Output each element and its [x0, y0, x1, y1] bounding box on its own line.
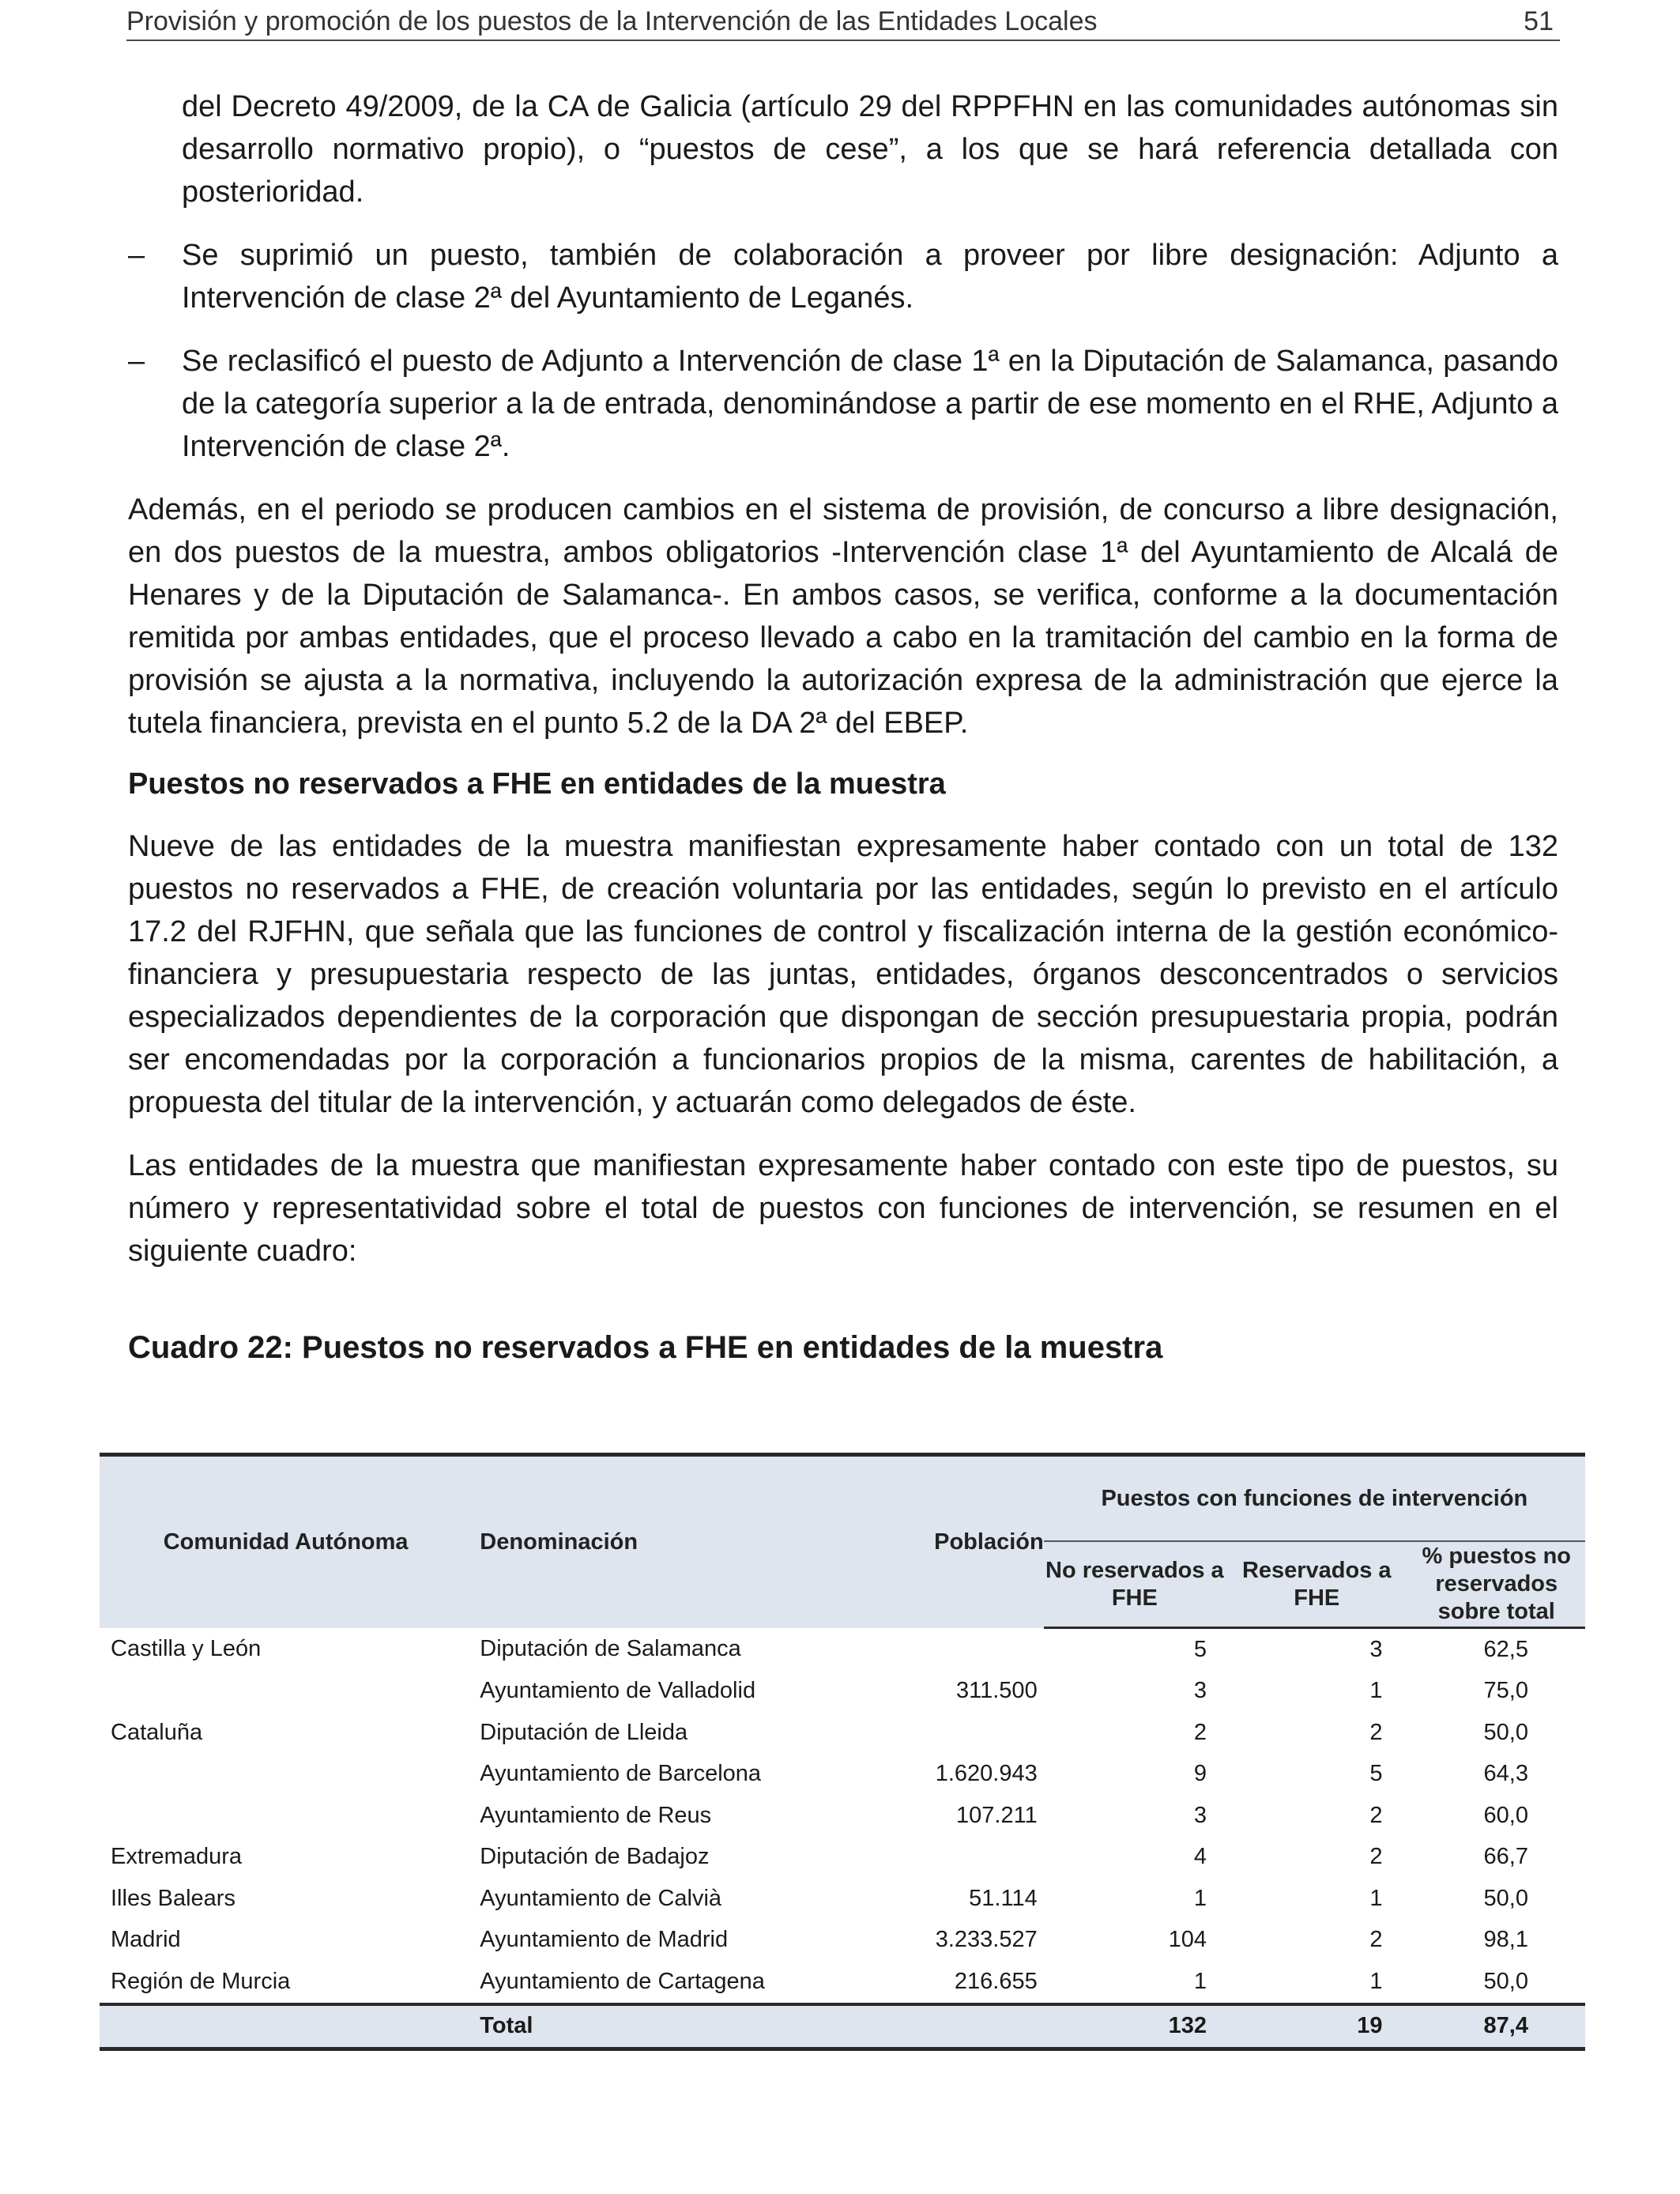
cell-pct: 60,0	[1483, 1802, 1528, 1828]
cell-no-reservados: 4	[1193, 1844, 1207, 1870]
page-header	[126, 5, 1560, 41]
table-row	[100, 1920, 1585, 1962]
cell-pct: 50,0	[1483, 1885, 1528, 1911]
cell-poblacion: 3.233.527	[935, 1927, 1038, 1953]
cell-poblacion: 216.655	[954, 1968, 1038, 1994]
cell-comunidad: Región de Murcia	[111, 1968, 291, 1994]
table-row	[100, 1961, 1585, 2004]
data-table	[100, 1453, 1585, 2051]
header-denominacion: Denominación	[472, 1455, 847, 1628]
cell-empty	[100, 2004, 472, 2049]
bullet-item	[128, 234, 1558, 319]
cell-pct: 75,0	[1483, 1678, 1528, 1704]
cell-denominacion: Ayuntamiento de Calvià	[480, 1885, 722, 1911]
cell-pct: 62,5	[1483, 1636, 1528, 1662]
table-row	[100, 1837, 1585, 1879]
header-no-reservados: No reservados a FHE	[1044, 1541, 1226, 1628]
cell-no-reservados: 3	[1193, 1678, 1207, 1704]
bullet-item	[128, 340, 1558, 468]
cell-pct: 66,7	[1483, 1844, 1528, 1870]
cell-pct: 50,0	[1483, 1719, 1528, 1745]
total-pct: 87,4	[1408, 2004, 1585, 2049]
cell-reservados: 2	[1369, 1719, 1383, 1745]
cell-no-reservados: 9	[1193, 1761, 1207, 1787]
cell-reservados: 2	[1369, 1802, 1383, 1828]
header-group: Puestos con funciones de intervención	[1044, 1455, 1585, 1542]
cell-poblacion	[847, 1837, 1043, 1879]
cell-comunidad	[100, 1671, 472, 1713]
table-row	[100, 1712, 1585, 1754]
body-paragraph: Además, en el periodo se producen cambios en el sistema de provisión, de concurso a libre designación, en dos puestos de la muestra, ambos obligatorios -Intervención clase 1ª del Ayuntamiento de Alcalá de Henares y de la Diputación de Salamanca-. En ambos casos, se verifica, conforme a la documentación remitida por ambas entidades, que el proceso llevado a cabo en la tramitación del cambio en la forma de provisión se ajusta a la normativa, incluyendo la autorización expresa de la administración que ejerce la tutela financiera, prevista en el punto 5.2 de la DA 2ª del EBEP.	[128, 493, 1558, 740]
cell-comunidad	[100, 1795, 472, 1837]
cell-comunidad	[100, 1754, 472, 1796]
cell-denominacion: Ayuntamiento de Cartagena	[480, 1968, 765, 1994]
cell-comunidad: Castilla y León	[111, 1636, 262, 1661]
body-paragraph: Las entidades de la muestra que manifiestan expresamente haber contado con este tipo de puestos, su número y representatividad sobre el total de puestos con funciones de intervención, se resumen en el siguiente cuadro:	[128, 1149, 1558, 1268]
total-no-reservados: 132	[1044, 2004, 1226, 2049]
running-title: Provisión y promoción de los puestos de la Intervención de las Entidades Locales	[126, 6, 1098, 36]
cell-comunidad: Cataluña	[111, 1719, 203, 1745]
total-label: Total	[472, 2004, 847, 2049]
header-reservados: Reservados a FHE	[1226, 1541, 1408, 1628]
cell-no-reservados: 2	[1193, 1719, 1207, 1745]
table-row	[100, 1878, 1585, 1920]
total-row	[100, 2004, 1585, 2049]
cell-reservados: 2	[1369, 1844, 1383, 1870]
header-poblacion: Población	[847, 1455, 1043, 1628]
table-row	[100, 1671, 1585, 1713]
bullet-dash: –	[128, 345, 145, 378]
cell-comunidad: Madrid	[111, 1927, 181, 1953]
cell-reservados: 3	[1369, 1636, 1383, 1662]
cell-comunidad: Illes Balears	[111, 1885, 235, 1911]
table-row	[100, 1795, 1585, 1837]
cell-no-reservados: 1	[1193, 1885, 1207, 1911]
table-caption: Cuadro 22: Puestos no reservados a FHE en entidades de la muestra	[128, 1330, 1163, 1365]
cell-denominacion: Ayuntamiento de Barcelona	[480, 1761, 762, 1787]
cell-no-reservados: 1	[1193, 1968, 1207, 1994]
header-comunidad: Comunidad Autónoma	[100, 1455, 472, 1628]
table-body	[100, 1628, 1585, 2049]
cell-pct: 50,0	[1483, 1968, 1528, 1994]
table-header	[100, 1455, 1585, 1628]
cell-poblacion	[847, 1628, 1043, 1671]
cell-denominacion: Ayuntamiento de Madrid	[480, 1927, 729, 1953]
cell-reservados: 1	[1369, 1678, 1383, 1704]
document-body	[128, 85, 1558, 1367]
cell-reservados: 2	[1369, 1927, 1383, 1953]
continuation-paragraph: del Decreto 49/2009, de la CA de Galicia (artículo 29 del RPPFHN en las comunidades autónomas sin desarrollo normativo propio), o “puestos de cese”, a los que se hará referencia detallada con posterioridad.	[182, 90, 1558, 209]
cell-pct: 64,3	[1483, 1761, 1528, 1787]
page-number: 51	[1524, 6, 1554, 36]
bullet-text: Se suprimió un puesto, también de colaboración a proveer por libre designación: Adjunto a Intervención de clase 2ª del Ayuntamiento de Leganés.	[182, 239, 1558, 315]
cell-reservados: 5	[1369, 1761, 1383, 1787]
body-paragraph: Nueve de las entidades de la muestra manifiestan expresamente haber contado con un total de 132 puestos no reservados a FHE, de creación voluntaria por las entidades, según lo previsto en el artículo 17.2 del RJFHN, que señala que las funciones de control y fiscalización interna de la gestión económico-financiera y presupuestaria respecto de las juntas, entidades, órganos desconcentrados o servicios especializados dependientes de la corporación que dispongan de sección presupuestaria propia, podrán ser encomendadas por la corporación a funcionarios propios de la misma, carentes de habilitación, a propuesta del titular de la intervención, y actuarán como delegados de éste.	[128, 830, 1558, 1119]
table-row	[100, 1628, 1585, 1671]
cell-no-reservados: 5	[1193, 1636, 1207, 1662]
section-heading: Puestos no reservados a FHE en entidades de la muestra	[128, 767, 946, 801]
total-reservados: 19	[1226, 2004, 1408, 2049]
bullet-text: Se reclasificó el puesto de Adjunto a Intervención de clase 1ª en la Diputación de Salamanca, pasando de la categoría superior a la de entrada, denominándose a partir de ese momento en el RHE, Adjunto a Intervención de clase 2ª.	[182, 345, 1558, 463]
cell-reservados: 1	[1369, 1968, 1383, 1994]
cell-comunidad: Extremadura	[111, 1844, 243, 1870]
cell-poblacion: 51.114	[969, 1885, 1038, 1911]
header-pct: % puestos no reservados sobre total	[1408, 1541, 1585, 1628]
cell-pct: 98,1	[1483, 1927, 1528, 1953]
table-row	[100, 1754, 1585, 1796]
cell-poblacion: 311.500	[956, 1678, 1038, 1704]
bullet-dash: –	[128, 239, 145, 272]
cell-denominacion: Diputación de Badajoz	[480, 1844, 710, 1870]
cell-denominacion: Diputación de Lleida	[480, 1719, 688, 1745]
cell-poblacion	[847, 1712, 1043, 1754]
cell-poblacion: 107.211	[956, 1802, 1038, 1828]
cell-no-reservados: 3	[1193, 1802, 1207, 1828]
cell-no-reservados: 104	[1168, 1927, 1207, 1953]
cell-poblacion: 1.620.943	[935, 1761, 1038, 1787]
cell-denominacion: Diputación de Salamanca	[480, 1636, 741, 1661]
cell-empty	[847, 2004, 1043, 2049]
cell-reservados: 1	[1369, 1885, 1383, 1911]
cell-denominacion: Ayuntamiento de Valladolid	[480, 1678, 756, 1704]
cell-denominacion: Ayuntamiento de Reus	[480, 1802, 712, 1828]
